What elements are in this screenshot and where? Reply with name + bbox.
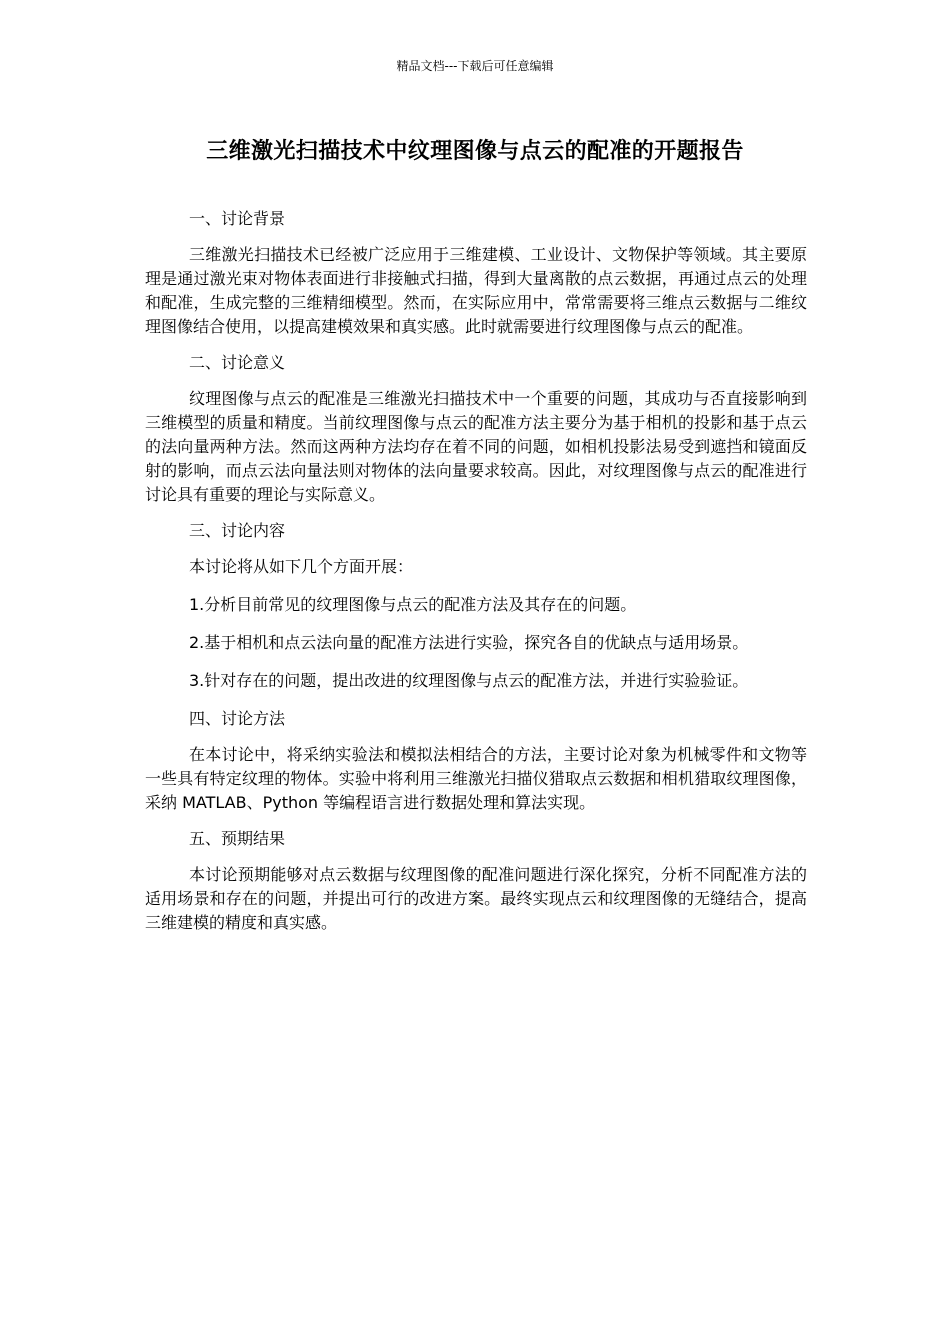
section-intro-content: 本讨论将从如下几个方面开展： [189, 557, 414, 576]
section-paragraph-expected-results: 本讨论预期能够对点云数据与纹理图像的配准问题进行深化探究，分析不同配准方法的适用场景和存在的问题，并提出可行的改进方案。最终实现点云和纹理图像的无缝结合，提高三维建模的精度和真实感。 [145, 865, 807, 932]
section-heading-background: 一、讨论背景 [189, 209, 286, 228]
document-body [145, 207, 807, 947]
list-item: 3.针对存在的问题，提出改进的纹理图像与点云的配准方法，并进行实验验证。 [189, 671, 749, 690]
page-header: 精品文档---下载后可任意编辑 [396, 59, 554, 73]
section-paragraph-significance: 纹理图像与点云的配准是三维激光扫描技术中一个重要的问题，其成功与否直接影响到三维模型的质量和精度。当前纹理图像与点云的配准方法主要分为基于相机的投影和基于点云的法向量两种方法。然而这两种方法均存在着不同的问题，如相机投影法易受到遮挡和镜面反射的影响，而点云法向量法则对物体的法向量要求较高。因此，对纹理图像与点云的配准进行讨论具有重要的理论与实际意义。 [145, 389, 807, 504]
list-item: 1.分析目前常见的纹理图像与点云的配准方法及其存在的问题。 [189, 595, 637, 614]
list-item: 2.基于相机和点云法向量的配准方法进行实验，探究各自的优缺点与适用场景。 [189, 633, 749, 652]
section-paragraph-method: 在本讨论中，将采纳实验法和模拟法相结合的方法，主要讨论对象为机械零件和文物等一些具有特定纹理的物体。实验中将利用三维激光扫描仪猎取点云数据和相机猎取纹理图像，采纳 MATLAB、Python 等编程语言进行数据处理和算法实现。 [145, 745, 807, 812]
section-heading-significance: 二、讨论意义 [189, 353, 286, 372]
section-heading-content: 三、讨论内容 [189, 521, 286, 540]
document-title: 三维激光扫描技术中纹理图像与点云的配准的开题报告 [206, 139, 744, 164]
section-heading-method: 四、讨论方法 [189, 709, 286, 728]
section-heading-expected-results: 五、预期结果 [189, 829, 286, 848]
section-paragraph-background: 三维激光扫描技术已经被广泛应用于三维建模、工业设计、文物保护等领域。其主要原理是通过激光束对物体表面进行非接触式扫描，得到大量离散的点云数据，再通过点云的处理和配准，生成完整的三维精细模型。然而，在实际应用中，常常需要将三维点云数据与二维纹理图像结合使用，以提高建模效果和真实感。此时就需要进行纹理图像与点云的配准。 [145, 245, 807, 336]
